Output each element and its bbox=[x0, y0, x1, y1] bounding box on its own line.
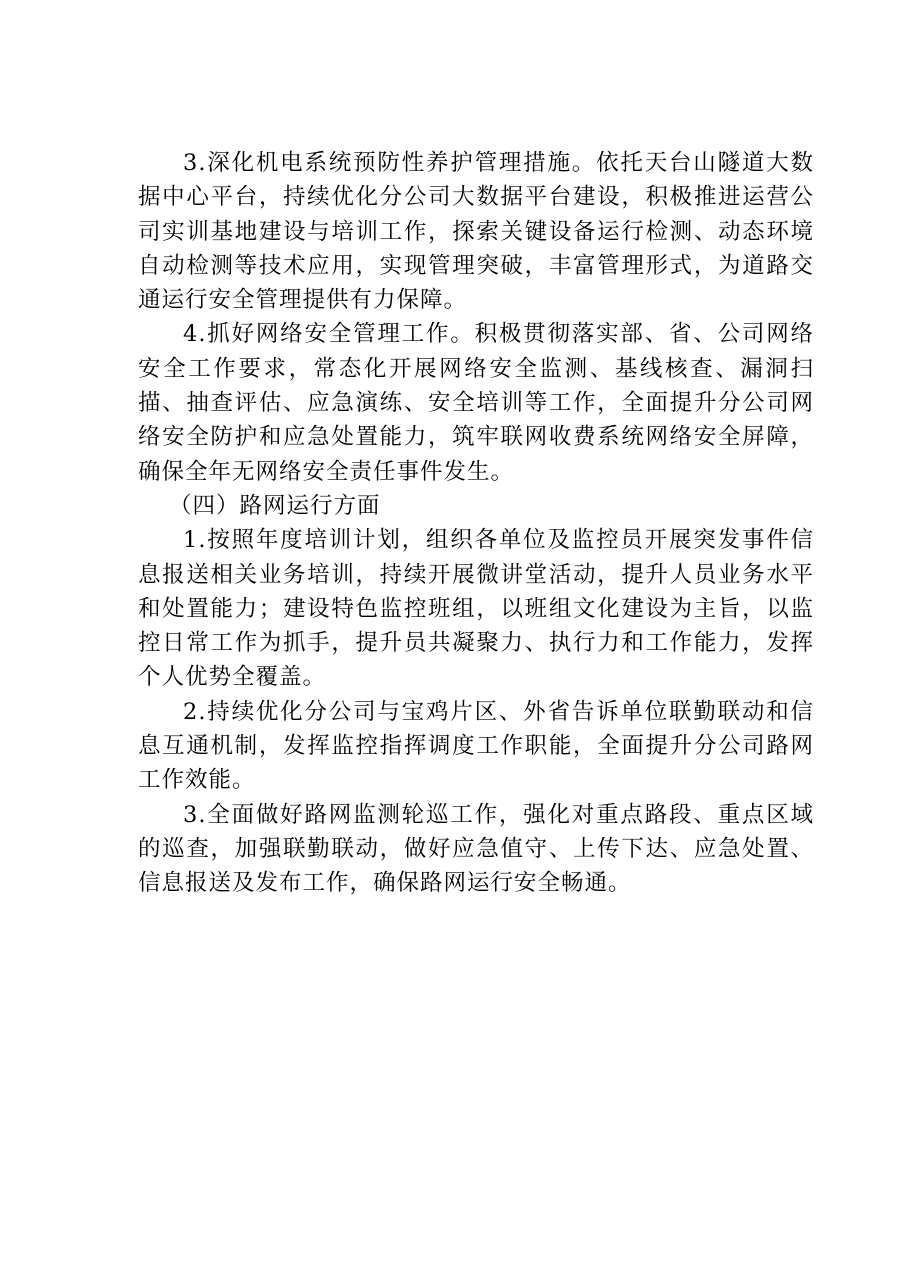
paragraph-item-2-coordination: 2.持续优化分公司与宝鸡片区、外省告诉单位联勤联动和信息互通机制，发挥监控指挥调度工作职能，全面提升分公司路网工作效能。 bbox=[138, 698, 814, 794]
paragraph-item-1-training: 1.按照年度培训计划，组织各单位及监控员开展突发事件信息报送相关业务培训，持续开展微讲堂活动，提升人员业务水平和处置能力；建设特色监控班组，以班组文化建设为主旨，以监控日常工作为抓手，提升员共凝聚力、执行力和工作能力，发挥个人优势全覆盖。 bbox=[138, 527, 814, 691]
section-heading-road-network: （四）路网运行方面 bbox=[169, 492, 381, 519]
paragraph-item-4-network-security: 4.抓好网络安全管理工作。积极贯彻落实部、省、公司网络安全工作要求，常态化开展网络安全监测、基线核查、漏洞扫描、抽查评估、应急演练、安全培训等工作，全面提升分公司网络安全防护和应急处置能力，筑牢联网收费系统网络安全屏障，确保全年无网络安全责任事件发生。 bbox=[138, 321, 814, 485]
paragraph-item-3-mechatronics: 3.深化机电系统预防性养护管理措施。依托天台山隧道大数据中心平台，持续优化分公司大数据平台建设，积极推进运营公司实训基地建设与培训工作，探索关键设备运行检测、动态环境自动检测等技术应用，实现管理突破，丰富管理形式，为道路交通运行安全管理提供有力保障。 bbox=[138, 150, 814, 314]
document-body bbox=[138, 146, 814, 901]
paragraph-item-3-patrol: 3.全面做好路网监测轮巡工作，强化对重点路段、重点区域的巡查，加强联勤联动，做好应急值守、上传下达、应急处置、信息报送及发布工作，确保路网运行安全畅通。 bbox=[138, 801, 814, 897]
